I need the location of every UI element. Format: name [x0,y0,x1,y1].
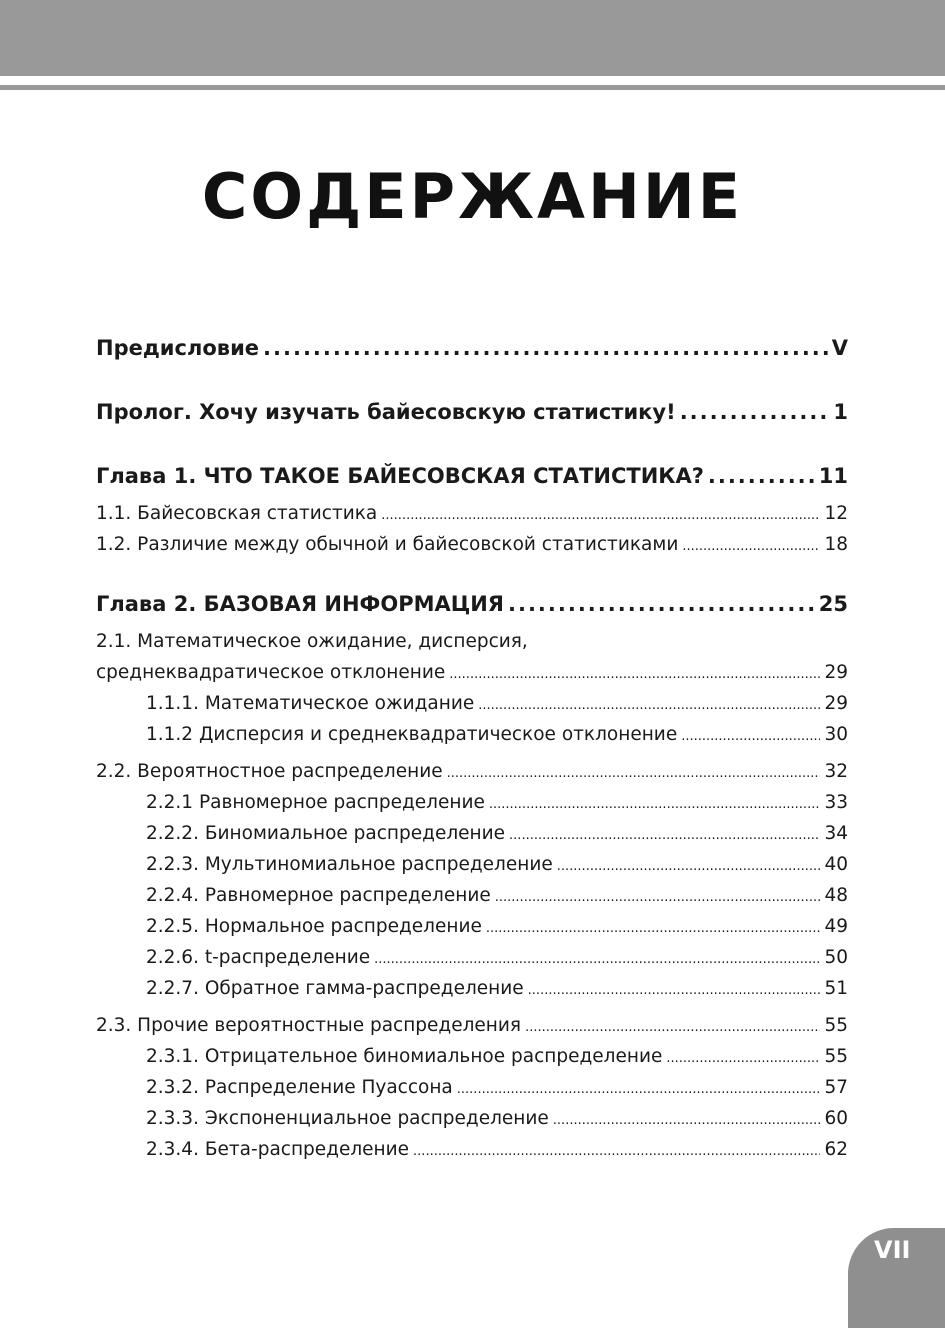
toc-section-2-3[interactable] [96,1010,848,1041]
section-page: 18 [824,534,848,555]
dot-leader [509,818,820,851]
section-label: среднеквадратическое отклонение [96,662,446,683]
section-label: 1.1. Байесовская статистика [96,503,378,524]
section-label: 2.2. Вероятностное распределение [96,761,443,782]
toc-subsection[interactable] [96,719,848,750]
chapter-page: 25 [818,592,848,616]
subsection-label: 2.2.2. Биномиальное распределение [146,823,506,844]
subsection-page: 62 [824,1139,848,1160]
subsection-page: 48 [824,885,848,906]
subsection-label: 2.3.4. Бета-распределение [146,1139,410,1160]
subsection-label: 2.3.1. Отрицательное биномиальное распределение [146,1046,663,1067]
subsection-label: 2.2.4. Равномерное распределение [146,885,491,906]
toc-entry-label: Предисловие [96,336,260,360]
dot-leader [495,880,821,913]
subsection-page: 30 [824,724,848,745]
page-number-badge [848,1228,945,1328]
toc-chapter-2[interactable] [96,584,848,624]
toc-subsection[interactable] [96,1072,848,1103]
subsection-label: 2.2.5. Нормальное распределение [146,916,482,937]
dot-leader [557,849,821,882]
subsection-page: 49 [824,916,848,937]
section-label: 1.2. Различие между обычной и байесовской статистиками [96,534,679,555]
toc-section-2-1[interactable] [96,657,848,688]
dot-leader [447,756,821,789]
toc-subsection[interactable] [96,880,848,911]
toc-subsection[interactable] [96,942,848,973]
subsection-page: 40 [824,854,848,875]
subsection-page: 33 [824,792,848,813]
section-label: 2.3. Прочие вероятностные распределения [96,1015,522,1036]
dot-leader [508,584,815,624]
subsection-page: 51 [824,978,848,999]
dot-leader [381,498,820,531]
dot-leader [666,1041,820,1074]
toc-entry-prologue[interactable] [96,392,848,456]
toc-entry-page: 1 [833,400,848,424]
dot-leader [478,688,820,721]
subsection-page: 55 [824,1046,848,1067]
toc-entry-label: Пролог. Хочу изучать байесовскую статистику! [96,400,676,424]
dot-leader [263,328,828,368]
subsection-label: 2.2.7. Обратное гамма-распределение [146,978,524,999]
dot-leader [449,657,820,690]
subsection-label: 2.2.6. t-распределение [146,947,371,968]
toc-subsection[interactable] [96,787,848,818]
dot-leader [553,1103,821,1136]
chapter-page: 11 [818,464,848,488]
toc-section-1-2[interactable] [96,529,848,560]
subsection-label: 1.1.1. Математическое ожидание [146,693,475,714]
toc-subsection[interactable] [96,1041,848,1072]
dot-leader [680,392,830,432]
subsection-page: 29 [824,693,848,714]
dot-leader [525,1010,820,1043]
subsection-page: 57 [824,1077,848,1098]
toc-subsection[interactable] [96,1134,848,1165]
section-page: 29 [824,662,848,683]
dot-leader [374,942,820,975]
toc-subsection[interactable] [96,973,848,1004]
toc-section-2-1-line1[interactable]: 2.1. Математическое ожидание, дисперсия, [96,631,528,652]
header-band [0,0,945,76]
subsection-page: 60 [824,1108,848,1129]
subsection-label: 2.3.2. Распределение Пуассона [146,1077,453,1098]
dot-leader [486,911,821,944]
page-number: VII [874,1236,911,1264]
toc-entry-page: V [831,336,848,360]
subsection-label: 2.3.3. Экспоненциальное распределение [146,1108,549,1129]
toc-chapter-1[interactable] [96,456,848,496]
toc-section-2-2[interactable] [96,756,848,787]
toc-subsection[interactable] [96,688,848,719]
section-page: 55 [824,1015,848,1036]
table-of-contents [96,328,848,1165]
subsection-page: 50 [824,947,848,968]
section-page: 12 [824,503,848,524]
header-rule [0,85,945,90]
toc-entry-preface[interactable] [96,328,848,392]
dot-leader [708,456,815,496]
dot-leader [457,1072,821,1105]
toc-subsection[interactable] [96,911,848,942]
dot-leader [681,719,820,752]
section-page: 32 [824,761,848,782]
dot-leader [489,787,821,820]
subsection-page: 34 [824,823,848,844]
dot-leader [413,1134,820,1167]
subsection-label: 2.2.1 Равномерное распределение [146,792,485,813]
page-title: СОДЕРЖАНИЕ [201,160,744,233]
dot-leader [528,973,821,1006]
toc-subsection[interactable] [96,849,848,880]
toc-section-1-1[interactable] [96,498,848,529]
subsection-label: 1.1.2 Дисперсия и среднеквадратическое отклонение [146,724,678,745]
toc-subsection[interactable] [96,1103,848,1134]
chapter-label: Глава 1. ЧТО ТАКОЕ БАЙЕСОВСКАЯ СТАТИСТИКА? [96,464,704,488]
dot-leader [682,529,820,562]
chapter-label: Глава 2. БАЗОВАЯ ИНФОРМАЦИЯ [96,592,504,616]
toc-subsection[interactable] [96,818,848,849]
subsection-label: 2.2.3. Мультиномиальное распределение [146,854,553,875]
